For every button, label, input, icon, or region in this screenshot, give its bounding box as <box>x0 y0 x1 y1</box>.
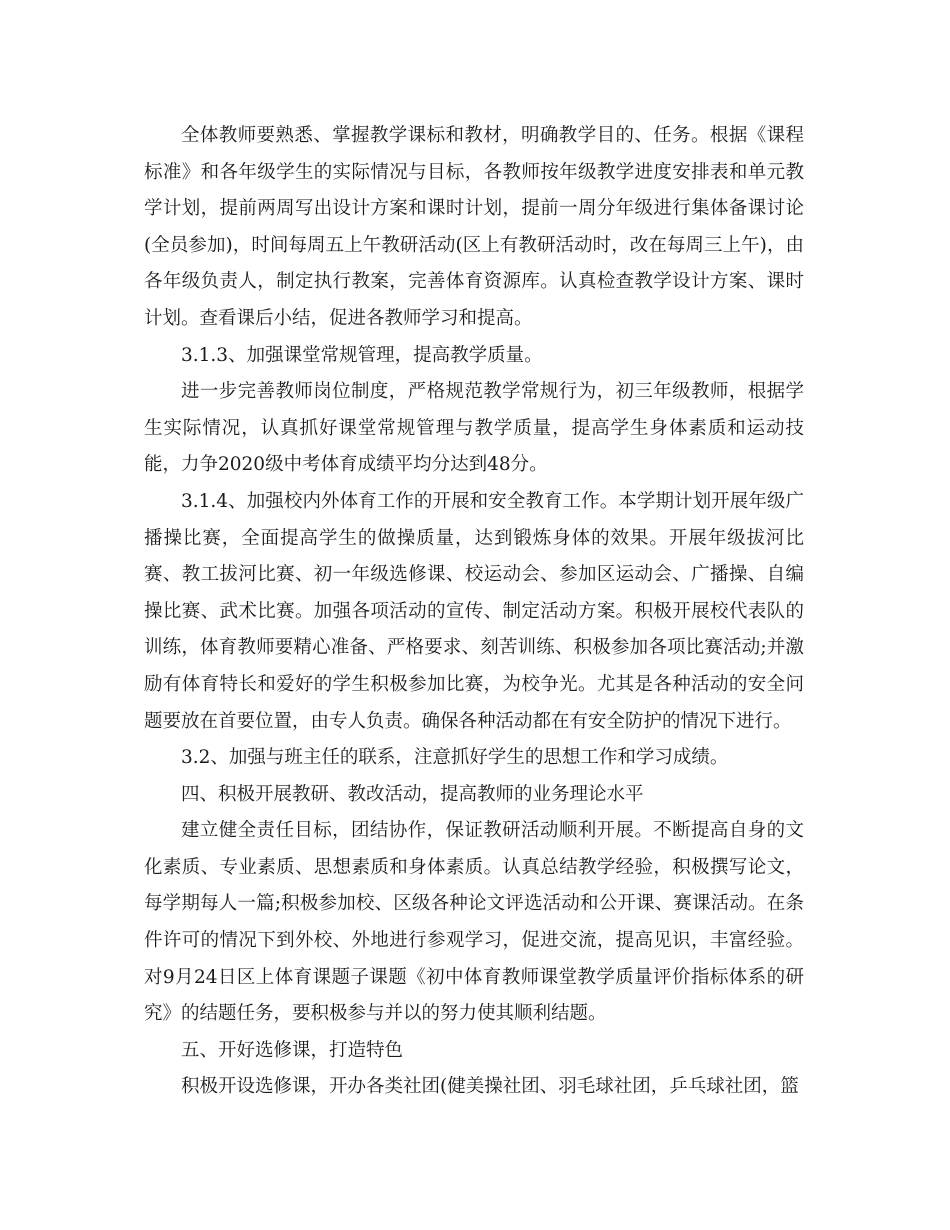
paragraph-teaching-research: 建立健全责任目标，团结协作，保证教研活动顺利开展。不断提高自身的文化素质、专业素质、思想素质和身体素质。认真总结教学经验，积极撰写论文，每学期每人一篇;积极参加校、区级各种论文评选活动和公开课、赛课活动。在条件许可的情况下到外校、外地进行参观学习，促进交流，提高见识，丰富经验。对9月24日区上体育课题子课题《初中体育教师课堂教学质量评价指标体系的研究》的结题任务，要积极参与并以的努力使其顺利结题。 <box>144 820 804 1025</box>
paragraph-classroom-management: 进一步完善教师岗位制度，严格规范教学常规行为，初三年级教师，根据学生实际情况，认真抓好课堂常规管理与教学质量，提高学生身体素质和运动技能，力争2020级中考体育成绩平均分达到48分。 <box>144 381 804 476</box>
paragraph-sports-safety: 3.1.4、加强校内外体育工作的开展和安全教育工作。本学期计划开展年级广播操比赛，全面提高学生的做操质量，达到锻炼身体的效果。开展年级拔河比赛、教工拔河比赛、初一年级选修课、校运动会、参加区运动会、广播操、自编操比赛、武术比赛。加强各项活动的宣传、制定活动方案。积极开展校代表队的训练，体育教师要精心准备、严格要求、刻苦训练、积极参加各项比赛活动;并激励有体育特长和爱好的学生积极参加比赛，为校争光。尤其是各种活动的安全问题要放在首要位置，由专人负责。确保各种活动都在有安全防护的情况下进行。 <box>144 490 804 732</box>
paragraph-class-teacher-contact: 3.2、加强与班主任的联系，注意抓好学生的思想工作和学习成绩。 <box>181 747 729 769</box>
heading-teaching-research: 四、积极开展教研、教改活动，提高教师的业务理论水平 <box>181 783 644 805</box>
heading-elective-courses: 五、开好选修课，打造特色 <box>181 1039 404 1061</box>
document-body <box>144 118 804 1106</box>
paragraph-elective-courses: 积极开设选修课，开办各类社团(健美操社团、羽毛球社团，乒乓球社团，篮 <box>181 1076 799 1098</box>
heading-classroom-management: 3.1.3、加强课堂常规管理，提高教学质量。 <box>181 344 543 366</box>
paragraph-lesson-planning: 全体教师要熟悉、掌握教学课标和教材，明确教学目的、任务。根据《课程标准》和各年级学生的实际情况与目标，各教师按年级教学进度安排表和单元教学计划，提前两周写出设计方案和课时计划，提前一周分年级进行集体备课讨论(全员参加)，时间每周五上午教研活动(区上有教研活动时，改在每周三上午)，由各年级负责人，制定执行教案，完善体育资源库。认真检查教学设计方案、课时计划。查看课后小结，促进各教师学习和提高。 <box>144 125 804 329</box>
